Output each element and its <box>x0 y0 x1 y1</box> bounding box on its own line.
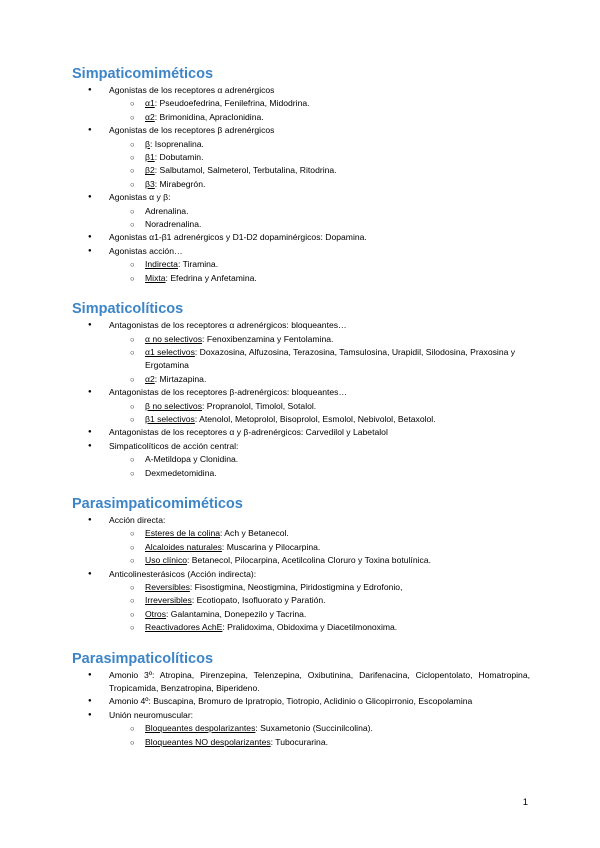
sub-item-text: : Efedrina y Anfetamina. <box>165 272 257 283</box>
sub-item-text: : Pralidoxima, Obidoxima y Diacetilmonoxima. <box>222 622 398 633</box>
sub-list-item <box>109 413 530 426</box>
sub-list-item <box>109 333 530 346</box>
bullet-list <box>72 319 530 480</box>
document-page <box>72 64 530 763</box>
list-item <box>72 709 530 749</box>
sub-item-text: : Propranolol, Timolol, Sotalol. <box>202 400 317 411</box>
sub-list-item <box>109 581 530 594</box>
sub-list-item <box>109 453 530 466</box>
section <box>72 494 530 635</box>
sub-item-term: β2 <box>145 165 155 176</box>
section <box>72 64 530 285</box>
sub-list-item <box>109 541 530 554</box>
sub-list <box>109 97 530 124</box>
sub-item-term: α no selectivos <box>145 333 203 344</box>
list-item <box>72 514 530 568</box>
sub-item-text: : Fisostigmina, Neostigmina, Piridostigmina y Edrofonio, <box>189 582 403 592</box>
sub-item-text: : Dobutamin. <box>154 152 204 163</box>
list-item <box>72 440 530 480</box>
sub-item-term: α1 selectivos <box>145 346 195 357</box>
list-item <box>72 319 530 386</box>
sub-item-term: Reactivadores AchE <box>145 622 223 633</box>
bullet-list <box>72 84 530 285</box>
sub-list-item <box>109 608 530 621</box>
sub-list-item <box>109 554 530 567</box>
sub-list-item <box>109 400 530 413</box>
list-item <box>72 568 530 635</box>
sub-item-text: A-Metildopa y Clonidina. <box>145 454 239 465</box>
sub-item-text: : Salbutamol, Salmeterol, Terbutalina, Ritodrina. <box>154 165 337 176</box>
sub-list-item <box>109 218 530 231</box>
sub-item-term: β1 selectivos <box>145 413 195 424</box>
sub-item-term: Esteres de la colina <box>145 528 220 539</box>
list-item-text: Amonio 4º: Buscapina, Bromuro de Ipratropio, Tiotropio, Aclidinio o Glicopirronio, Escopolamina <box>109 696 473 707</box>
list-item <box>72 231 530 244</box>
page-number: 1 <box>522 797 528 808</box>
sub-item-term: Uso clínico <box>145 555 188 566</box>
sub-item-text: : Mirtazapina. <box>154 373 207 384</box>
list-item <box>72 695 530 708</box>
sub-list-item <box>109 205 530 218</box>
list-item <box>72 669 530 696</box>
list-item-text: Antagonistas de los receptores α y β-adrenérgicos: Carvedilol y Labetalol <box>109 427 388 438</box>
section-heading: Simpaticolíticos <box>72 301 184 318</box>
sub-item-term: Mixta <box>145 272 166 283</box>
section <box>72 649 530 749</box>
list-item-text: Agonistas de los receptores β adrenérgicos <box>109 125 275 136</box>
list-item-text: Simpaticolíticos de acción central: <box>109 440 239 451</box>
bullet-list <box>72 669 530 749</box>
sub-item-text: : Betanecol, Pilocarpina, Acetilcolina Cloruro y Toxina botulínica. <box>187 555 431 566</box>
sub-item-text: : Muscarina y Pilocarpina. <box>221 541 321 552</box>
sub-item-text: : Mirabegrón. <box>154 178 206 189</box>
list-item <box>72 426 530 439</box>
sub-list <box>109 722 530 749</box>
sub-list-item <box>109 258 530 271</box>
list-item-text: Anticolinesterásicos (Acción indirecta): <box>109 568 257 579</box>
sub-item-text: : Tubocurarina. <box>270 736 328 747</box>
sub-list-item <box>109 346 530 373</box>
sub-item-term: β no selectivos <box>145 400 203 411</box>
section-heading: Parasimpaticomiméticos <box>72 495 243 512</box>
sub-item-term: β1 <box>145 152 155 163</box>
sub-list-item <box>109 272 530 285</box>
sub-item-text: : Galantamina, Donepezilo y Tacrina. <box>166 608 307 619</box>
section-heading: Parasimpaticolíticos <box>72 650 214 667</box>
sub-list <box>109 205 530 232</box>
sub-item-text: : Ach y Betanecol. <box>220 528 289 539</box>
list-item-text: Agonistas α1-β1 adrenérgicos y D1-D2 dopaminérgicos: Dopamina. <box>109 232 367 243</box>
sub-list <box>109 333 530 387</box>
sub-item-term: α2 <box>145 373 155 384</box>
section-heading: Simpaticomiméticos <box>72 66 214 82</box>
sub-item-term: Reversibles <box>145 582 190 592</box>
list-item-text: Agonistas acción… <box>109 245 183 256</box>
sub-list <box>109 138 530 192</box>
sub-item-text: : Pseudoefedrina, Fenilefrina, Midodrina. <box>154 98 310 109</box>
sub-list <box>109 581 530 635</box>
list-item <box>72 191 530 231</box>
list-item-text: Agonistas α y β: <box>109 192 171 203</box>
sub-list-item <box>109 527 530 540</box>
sub-list-item <box>109 97 530 110</box>
list-item <box>72 84 530 124</box>
sub-item-text: : Atenolol, Metoprolol, Bisoprolol, Esmolol, Nebivolol, Betaxolol. <box>194 413 436 424</box>
sub-list-item <box>109 178 530 191</box>
sub-item-text: : Doxazosina, Alfuzosina, Terazosina, Tamsulosina, Urapidil, Silodosina, Praxosina y Ergotamina <box>145 346 516 371</box>
list-item-text: Amonio 3º: Atropina, Pirenzepina, Telenzepina, Oxibutinina, Darifenacina, Ciclopentolato, Homatropina, Tropicamida, Benzatropina, Biperideno. <box>109 669 530 694</box>
sub-item-term: Bloqueantes despolarizantes <box>145 723 256 734</box>
sub-item-term: Alcaloides naturales <box>145 541 222 552</box>
sub-item-term: Indirecta <box>145 259 178 270</box>
sub-item-text: : Isoprenalina. <box>149 138 204 149</box>
sub-list <box>109 453 530 480</box>
sub-list <box>109 527 530 567</box>
sub-item-text: Dexmedetomidina. <box>145 467 217 478</box>
list-item-text: Unión neuromuscular: <box>109 709 194 720</box>
list-item <box>72 245 530 285</box>
list-item-text: Antagonistas de los receptores β-adrenérgicos: bloqueantes… <box>109 387 348 398</box>
sub-list-item <box>109 467 530 480</box>
section <box>72 299 530 480</box>
sub-item-term: Bloqueantes NO despolarizantes <box>145 736 271 747</box>
sub-list-item <box>109 736 530 749</box>
sub-list-item <box>109 373 530 386</box>
sub-item-text: : Suxametonio (Succinilcolina). <box>255 723 373 734</box>
sub-list-item <box>109 621 530 634</box>
sub-item-term: Otros <box>145 608 167 619</box>
list-item-text: Agonistas de los receptores α adrenérgicos <box>109 85 275 95</box>
list-item <box>72 386 530 426</box>
list-item-text: Acción directa: <box>109 514 166 525</box>
sub-list <box>109 258 530 285</box>
sub-item-text: : Brimonidina, Apraclonidina. <box>154 111 264 122</box>
sub-list-item <box>109 164 530 177</box>
sub-list-item <box>109 138 530 151</box>
sub-item-term: Irreversibles <box>145 595 192 606</box>
list-item <box>72 124 530 191</box>
list-item-text: Antagonistas de los receptores α adrenérgicos: bloqueantes… <box>109 320 347 331</box>
sub-item-text: : Ecotiopato, Isofluorato y Paratión. <box>191 595 326 606</box>
sub-item-text: : Fenoxibenzamina y Fentolamina. <box>202 333 334 344</box>
sub-item-term: β3 <box>145 178 155 189</box>
bullet-list <box>72 514 530 635</box>
sub-item-text: Noradrenalina. <box>145 219 202 230</box>
sub-list-item <box>109 151 530 164</box>
sub-item-text: Adrenalina. <box>145 205 189 216</box>
sub-item-term: α2 <box>145 111 155 122</box>
sub-item-text: : Tiramina. <box>177 259 219 270</box>
sub-item-term: β <box>145 138 150 149</box>
sub-list <box>109 400 530 427</box>
sub-item-term: α1 <box>145 98 155 109</box>
sub-list-item <box>109 111 530 124</box>
sub-list-item <box>109 722 530 735</box>
sub-list-item <box>109 594 530 607</box>
